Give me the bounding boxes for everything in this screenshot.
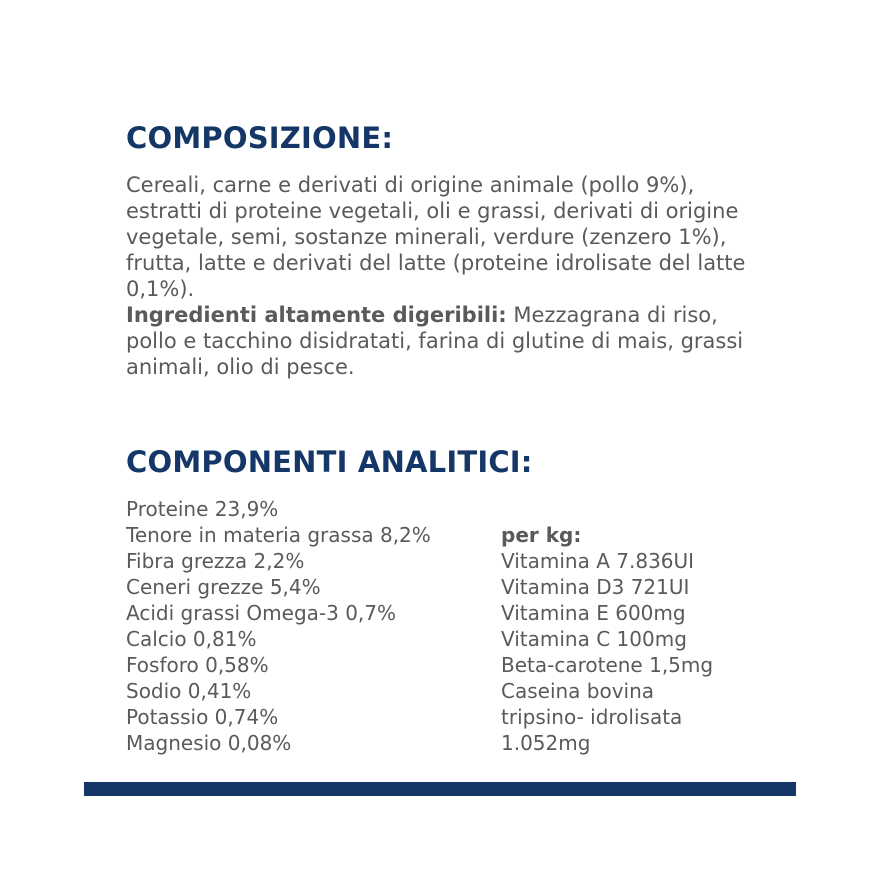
vitamin-item: Vitamina C 100mg xyxy=(501,627,687,651)
analytic-item: Fosforo 0,58% xyxy=(126,653,269,677)
digestible-ingredients: Mezzagrana di riso, pollo e tacchino disidratati, farina di glutine di mais, grassi animali, olio di pesce. xyxy=(126,303,744,379)
bottom-divider-bar xyxy=(84,782,796,796)
analytic-item: Ceneri grezze 5,4% xyxy=(126,575,321,599)
analytic-item: Tenore in materia grassa 8,2% xyxy=(126,523,431,547)
vitamin-item: Caseina bovina xyxy=(501,679,655,703)
digestible-label: Ingredienti altamente digeribili: xyxy=(126,303,507,327)
vitamin-item: 1.052mg xyxy=(501,731,591,755)
analytics-right-list xyxy=(501,522,713,756)
analytics-left-list xyxy=(126,496,431,756)
analytic-item: Magnesio 0,08% xyxy=(126,731,292,755)
vitamin-item: tripsino- idrolisata xyxy=(501,705,683,729)
vitamin-item: Vitamina A 7.836UI xyxy=(501,549,695,573)
analytic-item: Sodio 0,41% xyxy=(126,679,252,703)
analytic-item: Proteine 23,9% xyxy=(126,497,279,521)
analytic-item: Calcio 0,81% xyxy=(126,627,257,651)
per-kg-title: per kg: xyxy=(501,523,582,547)
composition-ingredients: Cereali, carne e derivati di origine animale (pollo 9%), estratti di proteine vegetali, oli e grassi, derivati di origine vegetale, semi, sostanze minerali, verdure (zenzero 1%), frutta, latte e derivati del latte (proteine idrolisate del latte 0,1%). xyxy=(126,173,746,301)
analytic-item: Fibra grezza 2,2% xyxy=(126,549,305,573)
vitamin-item: Beta-carotene 1,5mg xyxy=(501,653,714,677)
analytic-item: Acidi grassi Omega-3 0,7% xyxy=(126,601,397,625)
vitamin-item: Vitamina D3 721UI xyxy=(501,575,690,599)
analytics-heading: COMPONENTI ANALITICI: xyxy=(126,445,533,479)
composition-heading: COMPOSIZIONE: xyxy=(126,121,394,155)
vitamin-item: Vitamina E 600mg xyxy=(501,601,686,625)
composition-text xyxy=(126,172,766,380)
analytic-item: Potassio 0,74% xyxy=(126,705,279,729)
